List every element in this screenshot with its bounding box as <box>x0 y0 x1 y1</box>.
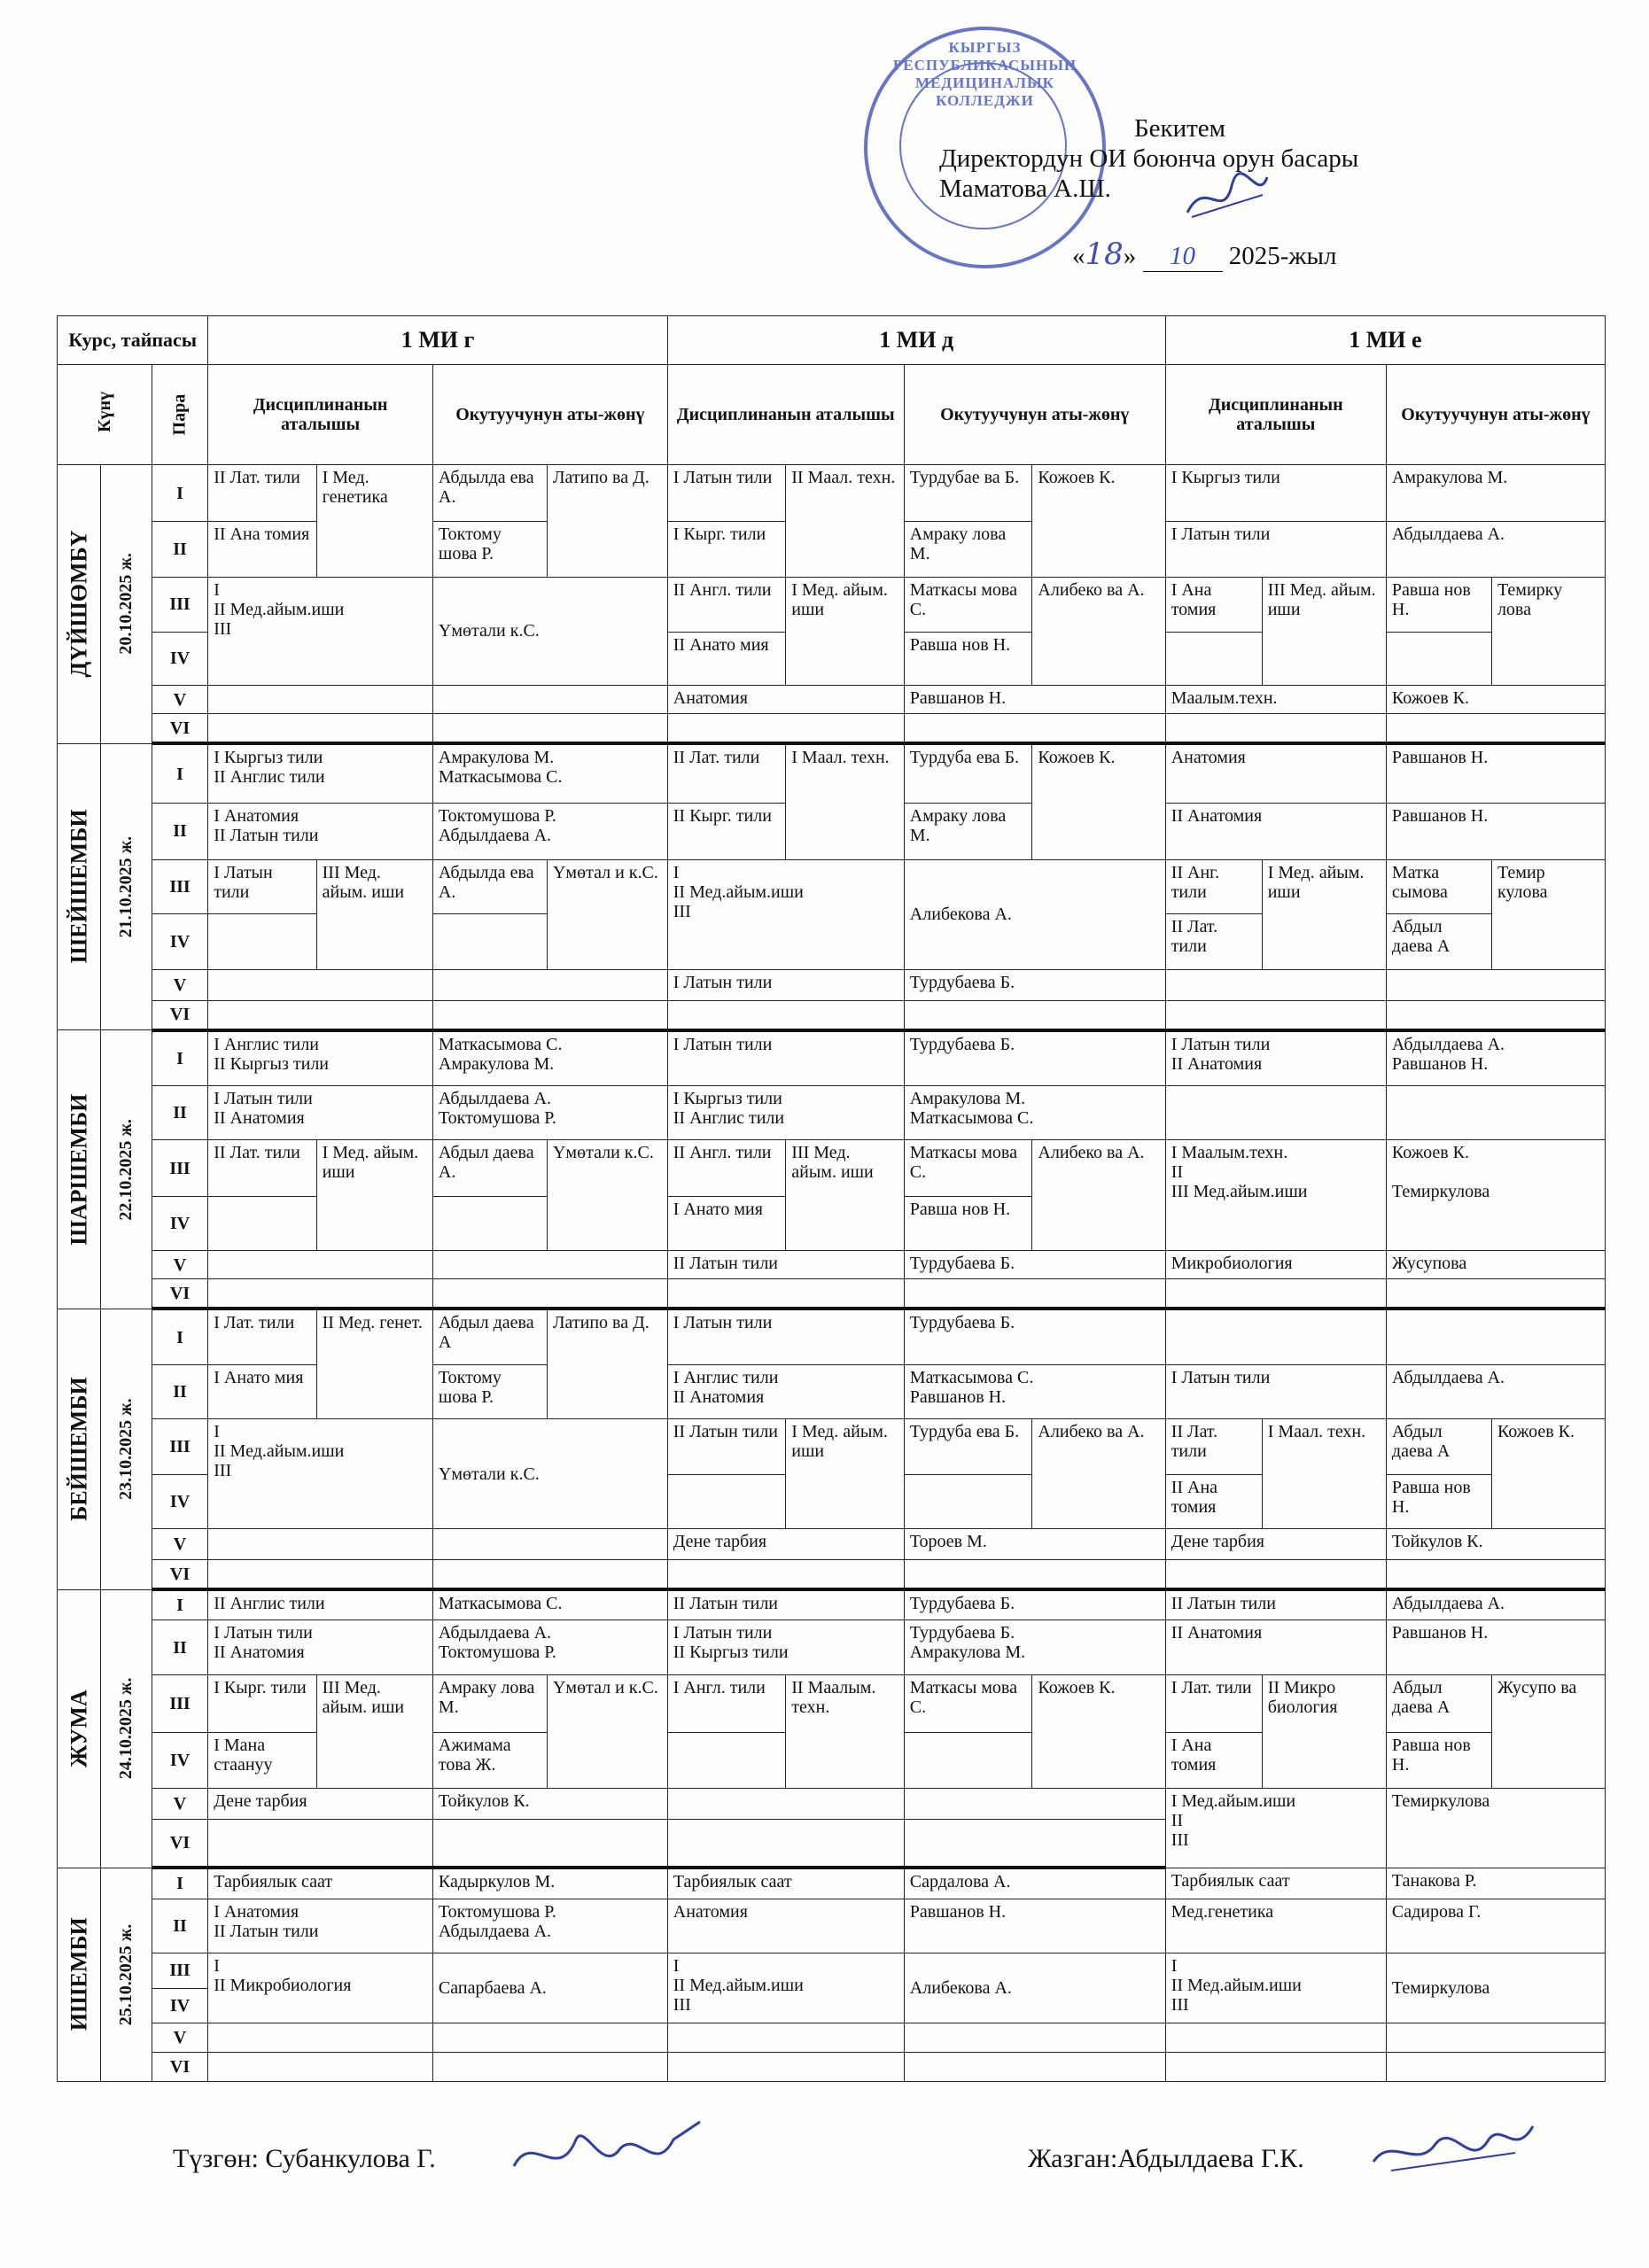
discipline: I Кырг. тили <box>208 1674 316 1732</box>
teacher: Кожоев К. <box>1032 743 1165 859</box>
discipline: I Латын тили <box>667 969 904 1000</box>
discipline: I Латын тили <box>1165 1364 1386 1418</box>
discipline: II Анатомия <box>1165 804 1386 859</box>
teacher: Амраку лова М. <box>904 804 1032 859</box>
teacher: Кожоев К. <box>1032 464 1165 577</box>
teacher: Абдылдаева А. <box>1386 522 1605 577</box>
discipline: I Анатомия II Латын тили <box>208 804 433 859</box>
teacher: Кожоев К. Темиркулова <box>1386 1140 1605 1250</box>
day-name: ШЕЙШЕМБИ <box>58 743 101 1029</box>
discipline <box>208 685 433 714</box>
discipline: I Мед. айым. иши <box>1262 859 1386 969</box>
discipline: II Анато мия <box>667 632 786 685</box>
header-row-columns <box>58 364 1606 464</box>
teacher: Темиркулова <box>1386 1953 1605 2023</box>
table-row <box>58 1309 1606 1364</box>
table-row <box>58 1086 1606 1140</box>
teacher: Латипо ва Д. <box>547 1309 667 1418</box>
teacher: Равша нов Н. <box>904 632 1032 685</box>
table-row <box>58 969 1606 1000</box>
teacher: Абдыл даева А <box>1386 1419 1491 1475</box>
group-header-g: 1 МИ г <box>208 316 668 365</box>
teacher: Тойкулов К. <box>432 1789 667 1820</box>
discipline: II Лат. тили <box>208 1140 316 1196</box>
discipline: I Анато мия <box>667 1196 786 1250</box>
discipline: II Микро биология <box>1262 1674 1386 1789</box>
table-row <box>58 1868 1606 1899</box>
teacher: Амраку лова М. <box>432 1674 547 1732</box>
discipline <box>667 1475 786 1529</box>
discipline: Мед.генетика <box>1165 1899 1386 1953</box>
discipline: II Маалым. техн. <box>786 1674 905 1789</box>
para-number: IV <box>152 1475 207 1529</box>
day-date: 25.10.2025 ж. <box>100 1868 152 2081</box>
discipline: III Мед. айым. иши <box>1262 577 1386 685</box>
day-header: Күнү <box>58 364 152 464</box>
discipline: II Лат. тили <box>1165 913 1262 969</box>
teacher: Турдуба ева Б. <box>904 743 1032 804</box>
discipline: I Латын тили <box>667 1030 904 1086</box>
teacher: Абдылдаева А. Токтомушова Р. <box>432 1620 667 1674</box>
teacher: Турдубаева Б. <box>904 1250 1165 1279</box>
discipline: II Анг. тили <box>1165 859 1262 913</box>
teacher-header-g: Окутуучунун аты-жөнү <box>432 364 667 464</box>
day-date: 20.10.2025 ж. <box>100 464 152 743</box>
teacher: Үмөтали к.С. <box>432 577 667 685</box>
teacher: Танакова Р. <box>1386 1868 1605 1899</box>
table-row <box>58 1560 1606 1589</box>
para-number: V <box>152 969 207 1000</box>
approval-date-day: 18 <box>1085 237 1124 272</box>
teacher: Жусупова <box>1386 1250 1605 1279</box>
discipline: I Латын тили II Кыргыз тили <box>667 1620 904 1674</box>
discipline: Дене тарбия <box>1165 1529 1386 1560</box>
teacher: Равша нов Н. <box>1386 577 1491 632</box>
teacher: Равшанов Н. <box>1386 804 1605 859</box>
table-row <box>58 464 1606 521</box>
table-row <box>58 1899 1606 1953</box>
teacher: Турдубаева Б. <box>904 1589 1165 1620</box>
table-row <box>58 1364 1606 1418</box>
teacher: Алибеко ва А. <box>1032 1419 1165 1529</box>
discipline: II Анатомия <box>1165 1620 1386 1674</box>
discipline: I Ана томия <box>1165 577 1262 632</box>
discipline: II Англ. тили <box>667 1140 786 1196</box>
table-row <box>58 1674 1606 1732</box>
discipline: II Лат. тили <box>667 743 786 804</box>
teacher <box>432 1196 547 1250</box>
teacher: Турдубаева Б. <box>904 969 1165 1000</box>
teacher: Турдубае ва Б. <box>904 464 1032 521</box>
course-group-header: Курс, тайпасы <box>58 316 208 365</box>
table-row <box>58 577 1606 632</box>
discipline <box>208 1196 316 1250</box>
teacher: Үмөтали к.С. <box>547 1140 667 1250</box>
discipline: I Анатомия II Латын тили <box>208 1899 433 1953</box>
discipline: I Мед. айым. иши <box>786 577 905 685</box>
teacher: Абдыл даева А <box>1386 1674 1491 1732</box>
teacher: Маткасымова С. Равшанов Н. <box>904 1364 1165 1418</box>
teacher: Тойкулов К. <box>1386 1529 1605 1560</box>
discipline: Дене тарбия <box>208 1789 433 1820</box>
para-number: III <box>152 1953 207 1988</box>
teacher: Алибекова А. <box>904 859 1165 969</box>
discipline: Микробиология <box>1165 1250 1386 1279</box>
teacher: Равша нов Н. <box>1386 1733 1491 1789</box>
approval-title: Бекитем <box>1134 114 1226 143</box>
para-header: Пара <box>152 364 207 464</box>
table-row <box>58 743 1606 804</box>
day-name: ДҮЙШӨМБҮ <box>58 464 101 743</box>
teacher: Амракулова М. Маткасымова С. <box>432 743 667 804</box>
para-number: V <box>152 685 207 714</box>
compiled-by: Түзгөн: Субанкулова Г. <box>173 2144 436 2173</box>
teacher: Турдуба ева Б. <box>904 1419 1032 1475</box>
table-row <box>58 1620 1606 1674</box>
day-date: 23.10.2025 ж. <box>100 1309 152 1589</box>
table-row <box>58 2053 1606 2082</box>
discipline: Анатомия <box>667 1899 904 1953</box>
teacher: Равшанов Н. <box>904 1899 1165 1953</box>
day-date: 24.10.2025 ж. <box>100 1589 152 1868</box>
teacher: Токтомушова Р. Абдылдаева А. <box>432 804 667 859</box>
teacher: Сардалова А. <box>904 1868 1165 1899</box>
discipline: I Латын тили <box>1165 522 1386 577</box>
stamp-text: КЫРГЫЗ РЕСПУБЛИКАСЫНЫН МЕДИЦИНАЛЫК КОЛЛЕДЖИ <box>892 39 1077 109</box>
teacher: Темир кулова <box>1491 859 1605 969</box>
teacher <box>1386 632 1491 685</box>
day-date: 21.10.2025 ж. <box>100 743 152 1029</box>
table-row <box>58 859 1606 913</box>
teacher: Абдыл даева А <box>432 1309 547 1364</box>
teacher: Үмөтал и к.С. <box>547 859 667 969</box>
discipline: Анатомия <box>1165 743 1386 804</box>
para-number: IV <box>152 1196 207 1250</box>
para-number: II <box>152 522 207 577</box>
discipline: III Мед. айым. иши <box>316 859 432 969</box>
teacher: Абдыл даева А <box>1386 913 1491 969</box>
discipline: I Мед. генетика <box>316 464 432 577</box>
teacher: Равшанов Н. <box>1386 743 1605 804</box>
teacher: Тороев М. <box>904 1529 1165 1560</box>
writer-signature <box>1365 2109 1542 2188</box>
discipline: Тарбиялык саат <box>208 1868 433 1899</box>
table-row <box>58 714 1606 743</box>
teacher: Маткасымова С. <box>432 1589 667 1620</box>
discipline: Дене тарбия <box>667 1529 904 1560</box>
para-number: V <box>152 1789 207 1820</box>
teacher <box>432 913 547 969</box>
discipline: Анатомия <box>667 685 904 714</box>
teacher-header-d: Окутуучунун аты-жөнү <box>904 364 1165 464</box>
table-row <box>58 1030 1606 1086</box>
teacher: Турдубаева Б. Амракулова М. <box>904 1620 1165 1674</box>
teacher: Маткасы мова С. <box>904 577 1032 632</box>
discipline: II Англ. тили <box>667 577 786 632</box>
para-number: II <box>152 1899 207 1953</box>
header-row-groups <box>58 316 1606 365</box>
discipline: I Кыргыз тили <box>1165 464 1386 521</box>
teacher: Темиркулова <box>1386 1789 1605 1868</box>
para-number: III <box>152 1674 207 1732</box>
discipline: III Мед. айым. иши <box>316 1674 432 1789</box>
teacher: Абдылдаева А. Токтомушова Р. <box>432 1086 667 1140</box>
table-row <box>58 1000 1606 1029</box>
para-number: VI <box>152 714 207 743</box>
discipline: I Латын тили II Анатомия <box>208 1086 433 1140</box>
table-row <box>58 1953 1606 1988</box>
discipline: I II Мед.айым.иши III <box>667 1953 904 2023</box>
discipline: I Мед.айым.иши II III <box>1165 1789 1386 1868</box>
discipline: I Кыргыз тили II Англис тили <box>667 1086 904 1140</box>
discipline: I Маалым.техн. II III Мед.айым.иши <box>1165 1140 1386 1250</box>
discipline: Тарбиялык саат <box>667 1868 904 1899</box>
discipline: Тарбиялык саат <box>1165 1868 1386 1899</box>
discipline: II Мед. генет. <box>316 1309 432 1418</box>
approval-position: Директордун ОИ боюнча орун басары <box>939 144 1359 173</box>
discipline: II Маал. техн. <box>786 464 905 577</box>
discipline: II Ана томия <box>208 522 316 577</box>
teacher: Жусупо ва <box>1491 1674 1605 1789</box>
day-date: 22.10.2025 ж. <box>100 1030 152 1309</box>
teacher: Латипо ва Д. <box>547 464 667 577</box>
para-number: V <box>152 1529 207 1560</box>
discipline: I II Микробиология <box>208 1953 433 2023</box>
discipline: I Англис тили II Кыргыз тили <box>208 1030 433 1086</box>
discipline: II Латын тили <box>667 1419 786 1475</box>
discipline: I Анато мия <box>208 1364 316 1418</box>
teacher: Абдылда ева А. <box>432 464 547 521</box>
para-number: II <box>152 1620 207 1674</box>
discipline: I Мед. айым. иши <box>786 1419 905 1529</box>
para-number: III <box>152 1419 207 1475</box>
teacher: Үмөтали к.С. <box>432 1419 667 1529</box>
day-name: ШАРШЕМБИ <box>58 1030 101 1309</box>
para-number: III <box>152 859 207 913</box>
para-number: I <box>152 1030 207 1086</box>
para-number: III <box>152 577 207 632</box>
para-number: V <box>152 2023 207 2053</box>
para-number: VI <box>152 1820 207 1868</box>
written-by: Жазган:Абдылдаева Г.К. <box>1028 2144 1304 2173</box>
teacher: Амракулова М. Маткасымова С. <box>904 1086 1165 1140</box>
teacher: Ажимама това Ж. <box>432 1733 547 1789</box>
discipline: II Ана томия <box>1165 1475 1262 1529</box>
para-number: III <box>152 1140 207 1196</box>
teacher: Равша нов Н. <box>904 1196 1032 1250</box>
para-number: IV <box>152 1733 207 1789</box>
teacher: Абдыл даева А. <box>432 1140 547 1196</box>
teacher: Токтому шова Р. <box>432 1364 547 1418</box>
approval-date-year: 2025-жыл <box>1228 242 1337 270</box>
discipline: I Англис тили II Анатомия <box>667 1364 904 1418</box>
teacher: Турдубаева Б. <box>904 1309 1165 1364</box>
teacher: Матка сымова <box>1386 859 1491 913</box>
teacher <box>432 685 667 714</box>
discipline: Маалым.техн. <box>1165 685 1386 714</box>
discipline <box>667 1733 786 1789</box>
compiler-signature <box>496 2113 727 2193</box>
discipline: II Англис тили <box>208 1589 433 1620</box>
teacher: Равша нов Н. <box>1386 1475 1491 1529</box>
table-row <box>58 1140 1606 1196</box>
teacher: Алибеко ва А. <box>1032 1140 1165 1250</box>
day-name: БЕЙШЕМБИ <box>58 1309 101 1589</box>
teacher <box>904 1733 1032 1789</box>
discipline: I Латын тили II Анатомия <box>1165 1030 1386 1086</box>
para-number: VI <box>152 2053 207 2082</box>
teacher: Сапарбаева А. <box>432 1953 667 2023</box>
discipline: I II Мед.айым.иши III <box>208 1419 433 1529</box>
discipline: I Мана стаануу <box>208 1733 316 1789</box>
table-row <box>58 1529 1606 1560</box>
discipline: I Маал. техн. <box>786 743 905 859</box>
teacher: Садирова Г. <box>1386 1899 1605 1953</box>
discipline: I Ана томия <box>1165 1733 1262 1789</box>
teacher: Абдылдаева А. <box>1386 1364 1605 1418</box>
teacher: Абдылдаева А. Равшанов Н. <box>1386 1030 1605 1086</box>
schedule-table <box>57 315 1606 2082</box>
para-number: II <box>152 1086 207 1140</box>
teacher: Абдылда ева А. <box>432 859 547 913</box>
teacher: Алибеко ва А. <box>1032 577 1165 685</box>
teacher: Равшанов Н. <box>1386 1620 1605 1674</box>
teacher: Кожоев К. <box>1491 1419 1605 1529</box>
table-row <box>58 1279 1606 1309</box>
discipline: I II Мед.айым.иши III <box>1165 1953 1386 2023</box>
discipline: I Кырг. тили <box>667 522 786 577</box>
approval-date-month: 10 <box>1143 241 1223 272</box>
teacher: Токтомушова Р. Абдылдаева А. <box>432 1899 667 1953</box>
discipline: I II Мед.айым.иши III <box>208 577 433 685</box>
discipline: I Латын тили <box>208 859 316 913</box>
para-number: I <box>152 1309 207 1364</box>
discipline: I Мед. айым. иши <box>316 1140 432 1250</box>
discipline: II Лат. тили <box>208 464 316 521</box>
discipline-header-g: Дисциплинанын аталышы <box>208 364 433 464</box>
table-row <box>58 685 1606 714</box>
discipline: II Латын тили <box>1165 1589 1386 1620</box>
teacher <box>904 1475 1032 1529</box>
discipline: III Мед. айым. иши <box>786 1140 905 1250</box>
teacher: Кожоев К. <box>1386 685 1605 714</box>
discipline: II Латын тили <box>667 1250 904 1279</box>
para-number: IV <box>152 632 207 685</box>
para-number: VI <box>152 1000 207 1029</box>
para-number: I <box>152 1589 207 1620</box>
discipline: I Маал. техн. <box>1262 1419 1386 1529</box>
discipline: II Лат. тили <box>1165 1419 1262 1475</box>
group-header-d: 1 МИ д <box>667 316 1165 365</box>
approval-date: «18» 10 2025-жыл <box>1072 237 1337 272</box>
teacher: Маткасымова С. Амракулова М. <box>432 1030 667 1086</box>
para-number: I <box>152 743 207 804</box>
discipline: I Англ. тили <box>667 1674 786 1732</box>
discipline: II Кырг. тили <box>667 804 786 859</box>
teacher: Маткасы мова С. <box>904 1674 1032 1732</box>
table-row <box>58 2023 1606 2053</box>
para-number: II <box>152 1364 207 1418</box>
discipline: I Лат. тили <box>1165 1674 1262 1732</box>
discipline: I Лат. тили <box>208 1309 316 1364</box>
discipline: I Латын тили <box>667 464 786 521</box>
para-number: II <box>152 804 207 859</box>
discipline <box>1165 632 1262 685</box>
table-row <box>58 1250 1606 1279</box>
teacher: Амракулова М. <box>1386 464 1605 521</box>
teacher: Абдылдаева А. <box>1386 1589 1605 1620</box>
teacher: Темирку лова <box>1491 577 1605 685</box>
group-header-e: 1 МИ е <box>1165 316 1605 365</box>
teacher: Амраку лова М. <box>904 522 1032 577</box>
teacher: Турдубаева Б. <box>904 1030 1165 1086</box>
teacher: Кадыркулов М. <box>432 1868 667 1899</box>
para-number: IV <box>152 1988 207 2023</box>
para-number: VI <box>152 1279 207 1309</box>
teacher: Токтому шова Р. <box>432 522 547 577</box>
para-number: IV <box>152 913 207 969</box>
discipline-header-d: Дисциплинанын аталышы <box>667 364 904 464</box>
table-row <box>58 1789 1606 1820</box>
discipline-header-e: Дисциплинанын аталышы <box>1165 364 1386 464</box>
para-number: I <box>152 464 207 521</box>
discipline <box>208 913 316 969</box>
day-name: ИШЕМБИ <box>58 1868 101 2081</box>
teacher: Үмөтал и к.С. <box>547 1674 667 1789</box>
teacher: Кожоев К. <box>1032 1674 1165 1789</box>
teacher: Равшанов Н. <box>904 685 1165 714</box>
teacher: Алибекова А. <box>904 1953 1165 2023</box>
discipline: II Латын тили <box>667 1589 904 1620</box>
day-name: ЖУМА <box>58 1589 101 1868</box>
discipline: I Латын тили II Анатомия <box>208 1620 433 1674</box>
teacher: Маткасы мова С. <box>904 1140 1032 1196</box>
discipline: I II Мед.айым.иши III <box>667 859 904 969</box>
discipline: I Кыргыз тили II Англис тили <box>208 743 433 804</box>
table-row <box>58 1419 1606 1475</box>
para-number: V <box>152 1250 207 1279</box>
discipline: I Латын тили <box>667 1309 904 1364</box>
director-signature <box>1178 168 1276 230</box>
teacher-header-e: Окутуучунун аты-жөнү <box>1386 364 1605 464</box>
para-number: I <box>152 1868 207 1899</box>
approval-name: Маматова А.Ш. <box>939 175 1111 203</box>
para-number: VI <box>152 1560 207 1589</box>
table-row <box>58 1589 1606 1620</box>
